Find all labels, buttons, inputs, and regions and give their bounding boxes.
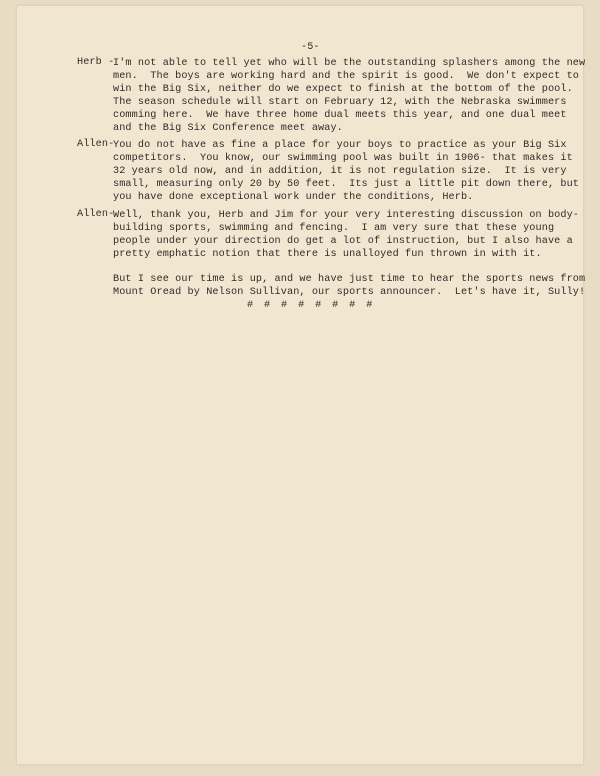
speech-line: 32 years old now, and in addition, it is not regulation size. It is very xyxy=(113,166,567,177)
paragraph-gap xyxy=(113,261,585,273)
speech-line: pretty emphatic notion that there is unalloyed fun thrown in with it. xyxy=(113,249,542,260)
speech-line: competitors. You know, our swimming pool was built in 1906- that makes it xyxy=(113,153,573,164)
speech-line: You do not have as fine a place for your boys to practice as your Big Six xyxy=(113,140,567,151)
speech-text xyxy=(113,139,579,204)
speaker-label: Allen- xyxy=(77,209,115,220)
speaker-label: Herb - xyxy=(77,57,115,68)
speech-line: small, measuring only 20 by 50 feet. Its just a little pit down there, but xyxy=(113,179,580,190)
speech-line: men. The boys are working hard and the spirit is good. We don't expect to xyxy=(113,71,580,82)
speech-line: people under your direction do get a lot of instruction, but I also have a xyxy=(113,236,573,247)
speaker-label: Allen- xyxy=(77,139,115,150)
speech-line: I'm not able to tell yet who will be the outstanding splashers among the new xyxy=(113,58,586,69)
speech-text xyxy=(113,57,585,135)
page-number: -5- xyxy=(301,42,320,53)
document-page xyxy=(17,6,586,764)
speech-line: win the Big Six, neither do we expect to finish at the bottom of the pool. xyxy=(113,84,573,95)
speech-line: The season schedule will start on February 12, with the Nebraska swimmers xyxy=(113,97,567,108)
speech-line: But I see our time is up, and we have just time to hear the sports news from xyxy=(113,274,586,285)
speech-line: comming here. We have three home dual meets this year, and one dual meet xyxy=(113,110,567,121)
speech-line: Well, thank you, Herb and Jim for your very interesting discussion on body- xyxy=(113,210,580,221)
speech-line: building sports, swimming and fencing. I am very sure that these young xyxy=(113,223,555,234)
closing-marks: # # # # # # # # xyxy=(247,300,375,311)
speech-text xyxy=(113,209,585,299)
speech-line: you have done exceptional work under the conditions, Herb. xyxy=(113,192,474,203)
speech-line: Mount Oread by Nelson Sullivan, our sports announcer. Let's have it, Sully! xyxy=(113,287,586,298)
speech-line: and the Big Six Conference meet away. xyxy=(113,123,343,134)
